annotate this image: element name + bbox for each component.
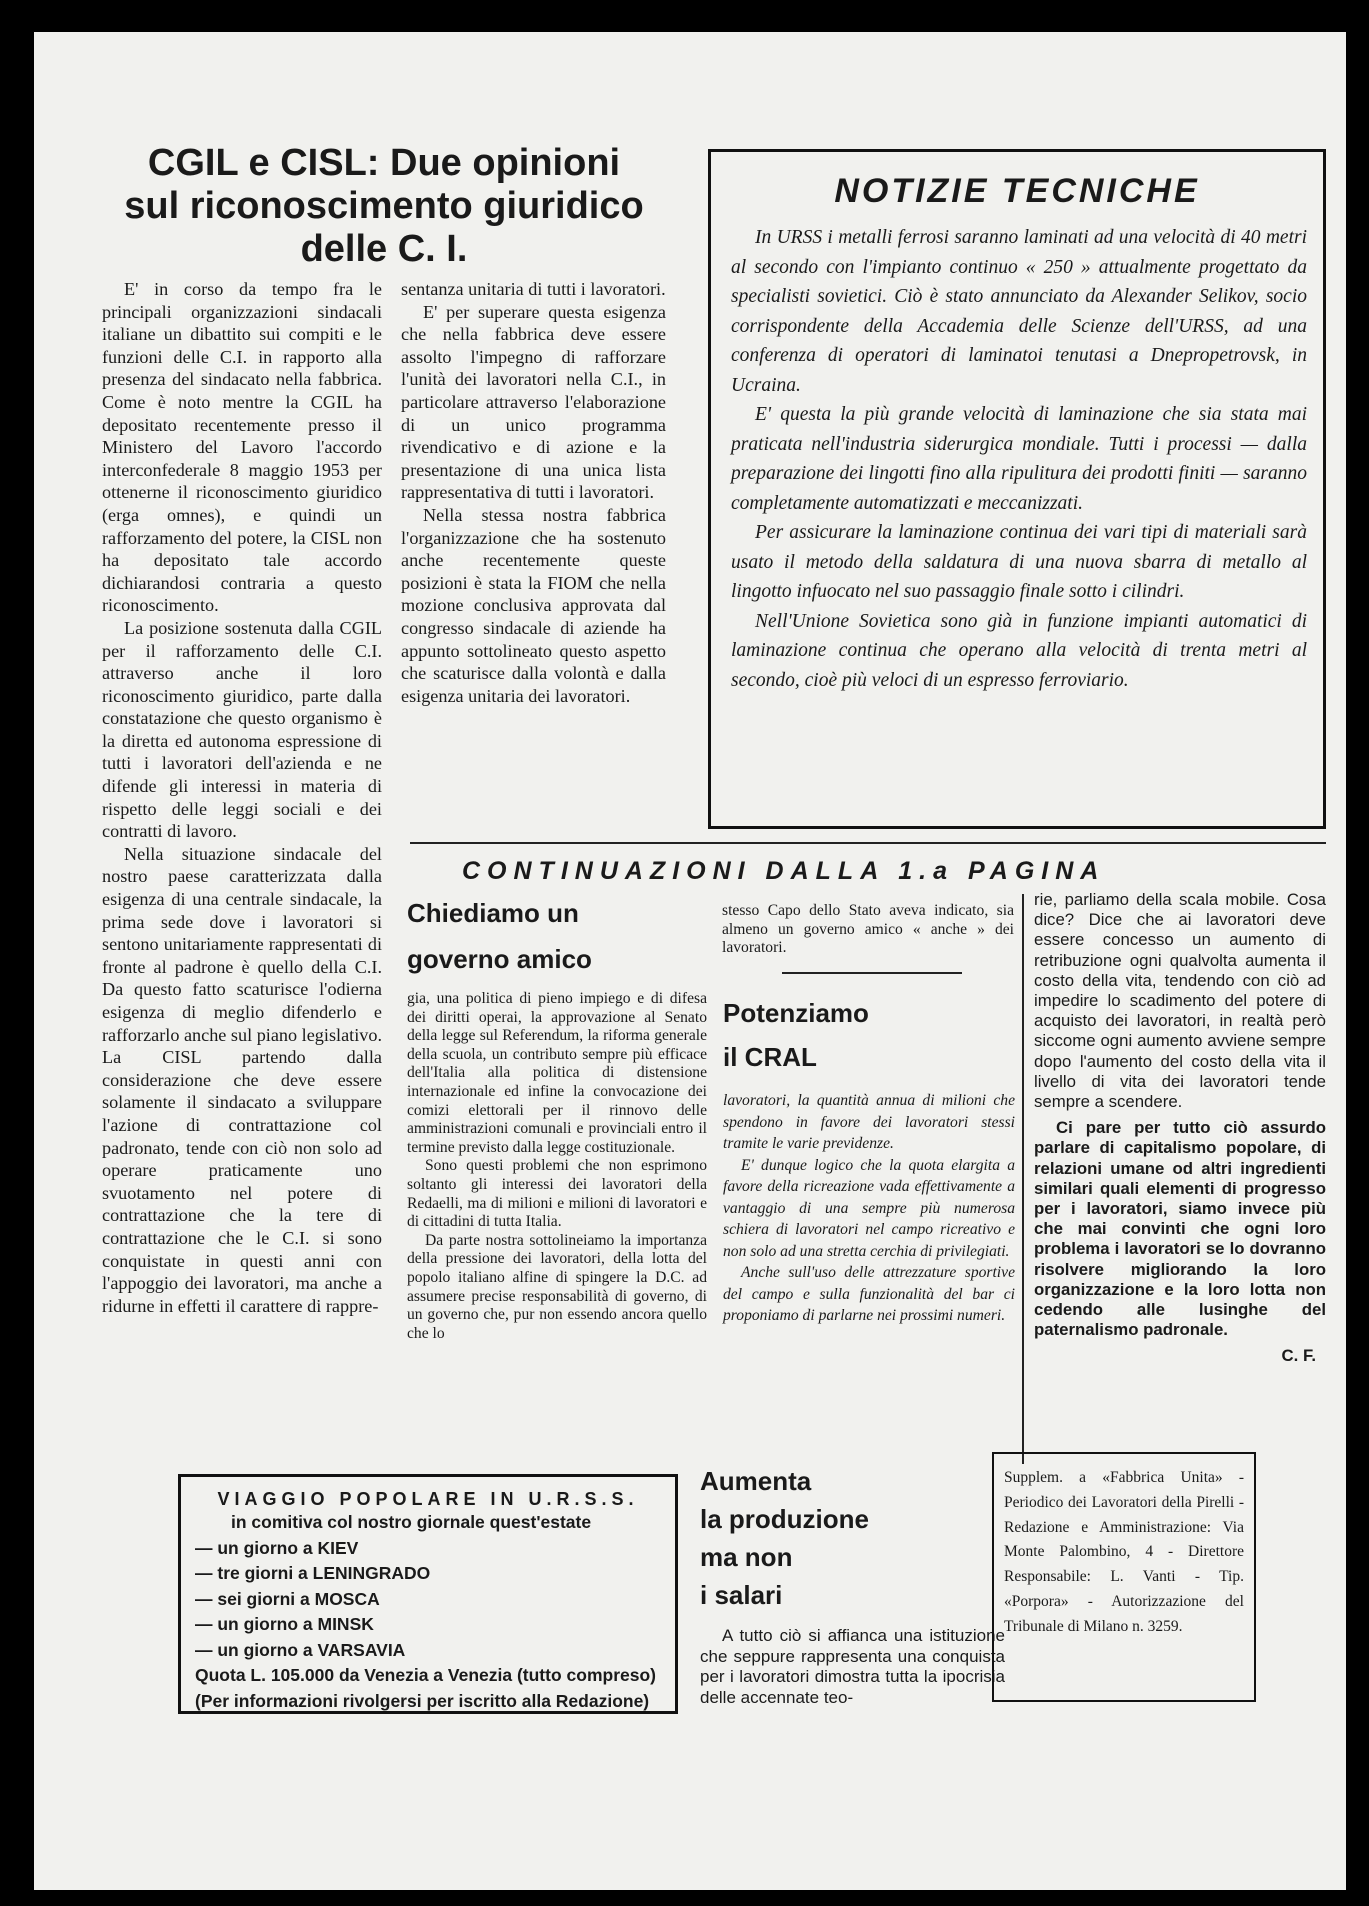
paragraph: sentanza unitaria di tutti i lavoratori. xyxy=(401,279,666,299)
cral-article xyxy=(723,994,1015,1327)
cral-heading-2: il CRAL xyxy=(723,1042,817,1072)
paragraph: E' dunque logico che la quota elargita a favore della ricreazione vada effettivamente a vantaggio di una sempre più numerosa schiera di lavoratori nel campo ricreativo e non solo ad una stretta cerchia di privilegiati. xyxy=(723,1156,1015,1260)
aumenta-heading-3: ma non xyxy=(700,1542,793,1572)
notizie-body xyxy=(731,223,1307,695)
main-article-col2 xyxy=(401,278,666,707)
viaggio-ad-box xyxy=(178,1474,678,1714)
paragraph: Ci pare per tutto ciò assurdo parlare di capitalismo popolare, di relazioni umane od altri ingredienti similari quali elementi di progresso per i lavoratori, siamo invece più che mai convinti che ogni loro problema i lavoratori se lo dovranno risolvere migliorando la loro organizzazione e la loro lotta non cedendo alle lusinghe del paternalismo padronale. xyxy=(1034,1118,1326,1340)
paragraph: La posizione sostenuta dalla CGIL per il rafforzamento delle C.I. attraverso anche il loro riconoscimento giuridico, parte dalla constatazione che questo organismo è la diretta ed autonoma espressione di tutti i lavoratori dell'azienda e ne difende gli interessi in materia di rispetto delle leggi sociali e dei contratti di lavoro. xyxy=(102,617,382,842)
aumenta-body: A tutto ciò si affianca una istituzione che seppure rappresenta una conquista per i lavoratori dimostra tutta la ipocrisia delle accennate teo- xyxy=(700,1626,1005,1707)
paragraph: E' in corso da tempo fra le principali organizzazioni sindacali italiane un dibattito sui compiti e le funzioni delle C.I. in rapporto alla presenza del sindacato nella fabbrica. Come è noto mentre la CGIL ha depositato recentemente presso il Ministero del Lavoro l'accordo interconfederale 8 maggio 1953 per ottenerne il riconoscimento giuridico (erga omnes), e quindi un rafforzamento del potere, la CISL non ha depositato tale accordo dichiarandosi contraria a questo riconoscimento. xyxy=(102,279,382,616)
viaggio-quota: Quota L. 105.000 da Venezia a Venezia (tutto compreso) xyxy=(195,1665,656,1685)
notizie-title: NOTIZIE TECNICHE xyxy=(834,172,1200,210)
viaggio-item: — un giorno a VARSAVIA xyxy=(195,1639,406,1660)
title-line-3: delle C. I. xyxy=(300,228,468,270)
scala-mobile-article xyxy=(1034,890,1326,1367)
aumenta-heading-4: i salari xyxy=(700,1580,783,1610)
viaggio-item: — tre giorni a LENINGRADO xyxy=(195,1563,431,1583)
paragraph: gia, una politica di pieno impiego e di difesa dei diritti operai, la approvazione al Senato della legge sul Referendum, la riforma generale della scuola, un contributo sempre più efficace dell'Italia alla politica di distensione internazionale ed infine la convocazione dei comizi elettorali per il rinnovo delle amministrazioni comunali e provinciali entro il termine previsto dalla legge costituzionale. xyxy=(407,990,707,1156)
viaggio-info: (Per informazioni rivolgersi per iscritto alla Redazione) xyxy=(195,1690,650,1711)
main-article-title xyxy=(109,142,659,271)
paragraph: Per assicurare la laminazione continua dei vari tipi di materiali sarà usato il metodo della saldatura di una nuova sbarra di metallo al lingotto infuocato nel suo passaggio finale sotto i cilindri. xyxy=(731,522,1307,602)
section-divider xyxy=(410,842,1326,844)
viaggio-item: — un giorno a MINSK xyxy=(195,1614,374,1634)
paragraph: lavoratori, la quantità annua di milioni che spendono in favore dei lavoratori stessi tramite le varie previdenze. xyxy=(723,1092,1015,1152)
paragraph: rie, parliamo della scala mobile. Cosa dice? Dice che ai lavoratori deve essere concesso un aumento di retribuzione ogni qualvolta aumenta il costo della vita, tendendo con ciò ad impedire lo scadimento del potere di acquisto dei lavoratori, in realtà però siccome ogni aumento avviene sempre dopo l'aumento del costo della vita il livello di vita dei lavoratori tende sempre a scendere. xyxy=(1034,890,1326,1112)
paragraph: E' questa la più grande velocità di laminazione che sia stata mai praticata nell'industria siderurgica mondiale. Tutti i processi — dalla preparazione dei lingotti fino alla ripulitura dei prodotti finiti — saranno completamente automatizzati e meccanizzati. xyxy=(731,404,1307,514)
newspaper-page xyxy=(34,32,1346,1890)
title-line-1: CGIL e CISL: Due opinioni xyxy=(147,142,621,184)
main-article-col1 xyxy=(102,278,382,1317)
cral-body xyxy=(723,1090,1015,1327)
column-divider xyxy=(1022,894,1024,1464)
chiediamo-article xyxy=(407,894,707,1343)
viaggio-subtitle: in comitiva col nostro giornale quest'estate xyxy=(231,1512,592,1532)
cral-heading-1: Potenziamo xyxy=(723,998,869,1028)
viaggio-item: — un giorno a KIEV xyxy=(195,1537,359,1558)
paragraph: Nella situazione sindacale del nostro paese caratterizzata dalla esigenza di una centrale sindacale, la prima sede dove i lavoratori si sentono unitariamente rappresentati di fronte al padrone è quello della C.I. Da questo fatto scaturisce l'odierna esigenza di meglio difenderlo e rafforzarlo anche sul piano legislativo. La CISL partendo dalla considerazione che deve essere solamente il sindacato a sviluppare l'azione di contrattazione col padronato, tende con ciò non solo ad operare praticamente uno svuotamento nel potere di contrattazione che la tere di contrattazione che le C.I. si sono conquistate in questi anni con l'appoggio dei lavoratori, ma anche a ridurne in effetti il carattere di rappre- xyxy=(102,843,382,1316)
paragraph: Nella stessa nostra fabbrica l'organizzazione che ha sostenuto anche recentemente queste posizioni è stata la FIOM che nella mozione conclusiva approvata dal congresso sindacale di aziende ha appunto sottolineato questo aspetto che scaturisce dalla volontà e dalla esigenza unitaria dei lavoratori. xyxy=(401,504,666,706)
aumenta-article xyxy=(700,1462,1005,1708)
paragraph: In URSS i metalli ferrosi saranno laminati ad una velocità di 40 metri al secondo con l'impianto continuo « 250 » attualmente progettato da specialisti sovietici. Ciò è stato annunciato da Alexander Selikov, socio corrispondente della Accademia delle Scienze dell'URSS, ad una conferenza di operatori di laminatoi tenutasi a Dnepropetrovsk, in Ucraina. xyxy=(731,227,1307,396)
supplemento-box: Supplem. a «Fabbrica Unita» - Periodico dei Lavoratori della Pirelli - Redazione e Amministrazione: Via Monte Palombino, 4 - Direttore Responsabile: L. Vanti - Tip. «Porpora» - Autorizzazione del Tribunale di Milano n. 3259. xyxy=(992,1452,1256,1702)
notizie-tecniche-box xyxy=(708,149,1326,829)
chiediamo-heading-1: Chiediamo un xyxy=(407,898,579,928)
paragraph: Da parte nostra sottolineiamo la importanza della pressione dei lavoratori, della lotta del popolo italiano alfine di spingere la D.C. ad assumere precise responsabilità di governo, di un governo che, pur non essendo ancora quello che lo xyxy=(407,1231,707,1342)
aumenta-heading-1: Aumenta xyxy=(700,1466,812,1496)
signature: C. F. xyxy=(1281,1346,1316,1366)
aumenta-heading-2: la produzione xyxy=(700,1504,869,1534)
viaggio-item: — sei giorni a MOSCA xyxy=(195,1588,380,1609)
small-divider xyxy=(782,972,962,974)
viaggio-title: VIAGGIO POPOLARE IN U.R.S.S. xyxy=(217,1489,639,1509)
paragraph: Anche sull'uso delle attrezzature sportive del campo e sulla funzionalità del bar ci proponiamo di parlarne nei prossimi numeri. xyxy=(723,1264,1015,1324)
title-line-2: sul riconoscimento giuridico xyxy=(124,185,644,227)
chiediamo-heading-2: governo amico xyxy=(407,944,592,974)
paragraph: Sono questi problemi che non esprimono soltanto gli interessi dei lavoratori della Redaelli, ma di milioni e milioni di lavoratori e di cittadini di tutta Italia. xyxy=(407,1157,707,1231)
paragraph: Nell'Unione Sovietica sono già in funzione impianti automatici di laminazione continua che operano alla velocità di trenta metri al secondo, cioè più veloci di un espresso ferroviario. xyxy=(731,610,1307,691)
chiediamo-body xyxy=(407,990,707,1343)
continuazioni-title: CONTINUAZIONI DALLA 1.a PAGINA xyxy=(462,857,1106,885)
paragraph: E' per superare questa esigenza che nella fabbrica deve essere assolto l'impegno di rafforzare l'unità dei lavoratori nella C.I., in particolare attraverso l'elaborazione di un unico programma rivendicativo e di azione e la presentazione di una unica lista rappresentativa di tutti i lavoratori. xyxy=(401,301,666,503)
chiediamo-continued: stesso Capo dello Stato aveva indicato, sia almeno un governo amico « anche » dei lavoratori. xyxy=(722,902,1014,957)
